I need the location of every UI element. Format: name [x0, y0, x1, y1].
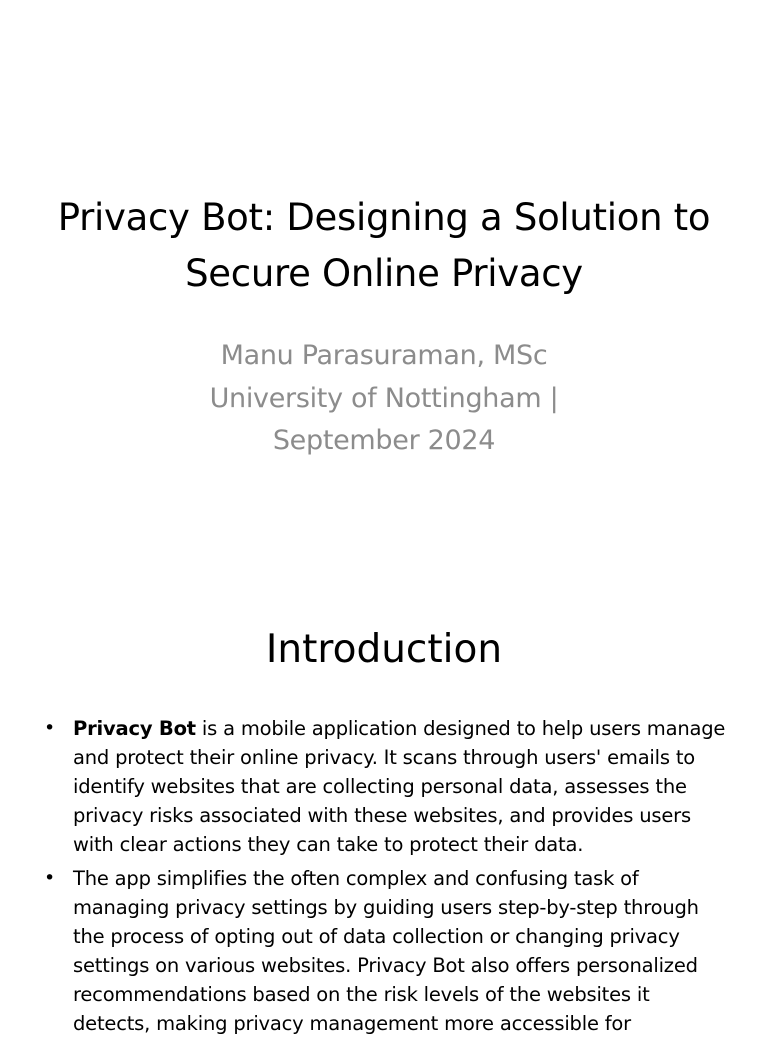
affiliation-line-1: University of Nottingham | — [209, 383, 559, 414]
slide-heading: Introduction — [265, 627, 503, 672]
presentation-title: Privacy Bot: Designing a Solution to Secure Online Privacy — [57, 196, 711, 295]
introduction-slide — [0, 576, 768, 1035]
subtitle-block — [60, 334, 708, 462]
bullet-bold-text: Privacy Bot — [73, 717, 196, 740]
affiliation-line-2: September 2024 — [272, 425, 496, 456]
bullet-dot-icon: • — [44, 867, 56, 889]
bullet-text: The app simplifies the often complex and confusing task of managing privacy settings by guiding users step-by-step through the process of opting out of data collection or changing privacy settings on various websites. Privacy Bot also offers personalized recommendations based on the risk levels of the websites it detects, making privacy management more accessible for — [73, 867, 699, 1035]
bullet-dot-icon: • — [44, 717, 56, 739]
bullet-item — [40, 714, 730, 859]
bullet-text: is a mobile application designed to help users manage and protect their online privacy. It scans through users' emails to identify websites that are collecting personal data, assesses the privacy risks associated with these websites, and provides users with clear actions they can take to protect their data. — [73, 717, 726, 856]
bullet-list — [40, 714, 730, 1043]
author-name: Manu Parasuraman, MSc — [220, 340, 548, 371]
bullet-item — [40, 864, 730, 1038]
